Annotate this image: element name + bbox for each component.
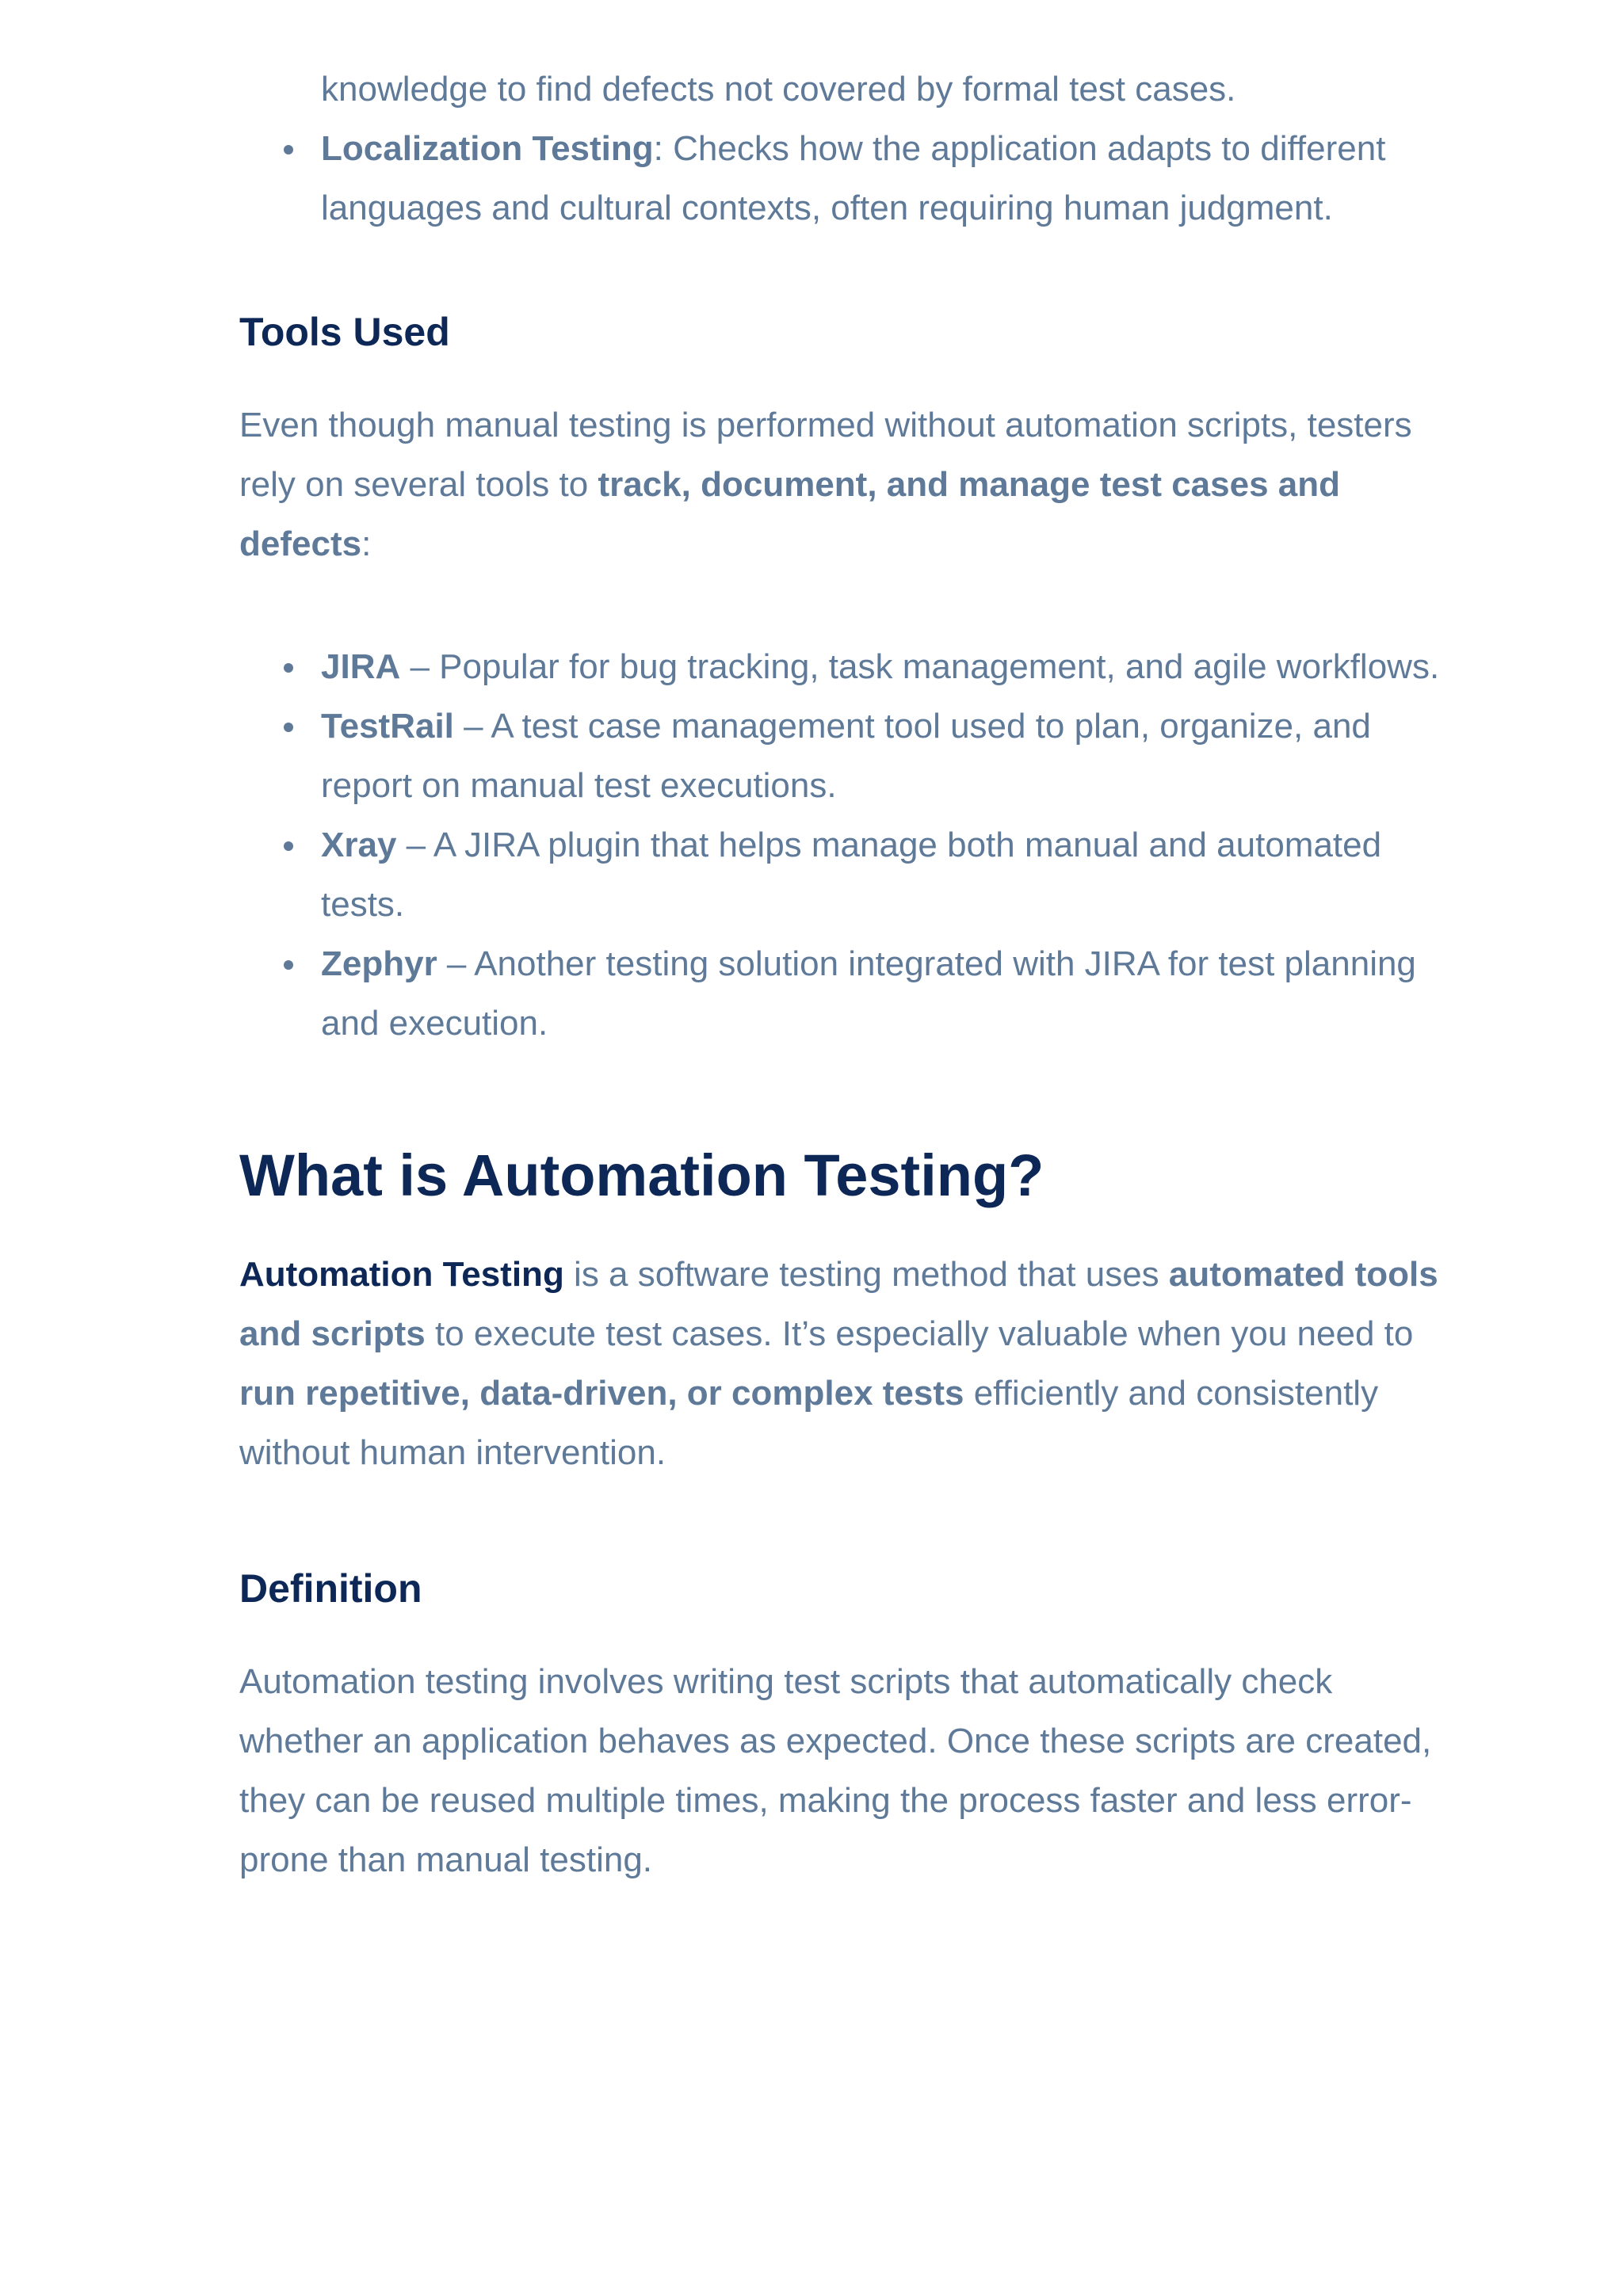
tool-desc: – A test case management tool used to plan, organize, and report on manual test executions. [321, 707, 1371, 805]
list-item-term: Localization Testing [321, 129, 654, 168]
definition-paragraph: Automation testing involves writing test scripts that automatically check whether an application behaves as expected. Once these scripts are created, they can be reused multiple times, making the process faster and less error-prone than manual testing. [239, 1662, 1432, 1879]
list-item-localization-testing [239, 119, 1444, 238]
tool-name: JIRA [321, 647, 401, 686]
section-heading-definition: Definition [239, 1566, 422, 1611]
article-body [239, 70, 1444, 1890]
tool-desc: – A JIRA plugin that helps manage both manual and automated tests. [321, 826, 1382, 924]
list-item-zephyr [239, 934, 1444, 1053]
automation-intro-paragraph: Automation Testing is a software testing method that uses automated tools and scripts to execute test cases. It’s especially valuable when you need to run repetitive, data-driven, or complex tests efficiently and consistently without human intervention. [239, 1255, 1438, 1472]
list-item-jira [239, 637, 1444, 696]
section-heading-automation-testing: What is Automation Testing? [239, 1142, 1044, 1208]
tool-desc: – Popular for bug tracking, task management, and agile workflows. [400, 647, 1440, 686]
list-item-continuation: knowledge to find defects not covered by formal test cases. [321, 70, 1236, 109]
list-item-testrail [239, 696, 1444, 815]
tool-name: Xray [321, 826, 397, 864]
tools-list [239, 637, 1444, 1053]
tool-desc: – Another testing solution integrated with JIRA for test planning and execution. [321, 944, 1416, 1043]
list-item-xray [239, 815, 1444, 934]
testing-types-list [239, 119, 1444, 238]
tool-name: Zephyr [321, 944, 437, 983]
section-heading-tools-used: Tools Used [239, 310, 450, 354]
tool-name: TestRail [321, 707, 454, 746]
list-item-desc: : Checks how the application adapts to different languages and cultural contexts, often requiring human judgment. [321, 129, 1386, 227]
tools-intro-paragraph: Even though manual testing is performed without automation scripts, testers rely on several tools to track, document, and manage test cases and defects: [239, 406, 1412, 563]
